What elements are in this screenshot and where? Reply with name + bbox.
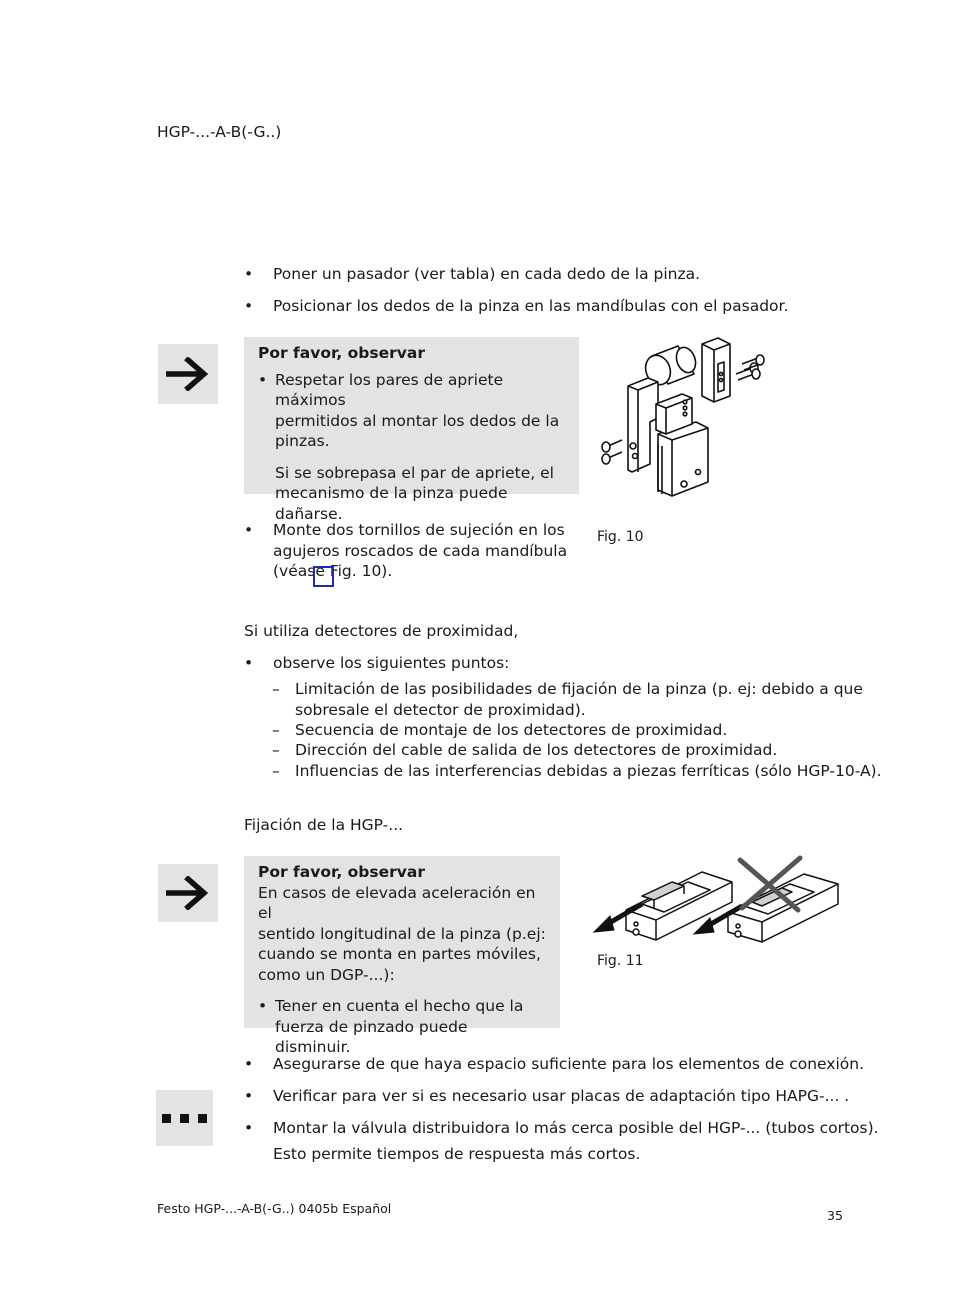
note-item-text bbox=[275, 370, 565, 452]
list-item bbox=[244, 653, 509, 674]
figure-caption: Fig. 11 bbox=[597, 953, 644, 969]
bullet-dot: • bbox=[258, 370, 268, 389]
bullet-dot: • bbox=[244, 265, 254, 283]
cursor-highlight-box[interactable] bbox=[313, 566, 334, 587]
list-item-text: Asegurarse de que haya espacio suficiente para los elementos de conexión. bbox=[273, 1055, 865, 1073]
line: pinzas. bbox=[275, 432, 330, 450]
list-item bbox=[244, 296, 788, 317]
bullet-dot: • bbox=[244, 1087, 254, 1105]
note-item-text bbox=[275, 996, 546, 1058]
list-item-text: Montar la válvula distribuidora lo más cerca posible del HGP-... (tubos cortos). bbox=[273, 1119, 879, 1137]
note-title: Por favor, observar bbox=[258, 344, 425, 362]
line: Respetar los pares de apriete máximos bbox=[275, 370, 504, 409]
dash-item-text bbox=[295, 679, 863, 720]
line: cuando se monta en partes móviles, bbox=[258, 945, 541, 963]
note-box bbox=[244, 856, 560, 1056]
line: agujeros roscados de cada mandíbula bbox=[273, 541, 568, 560]
section-heading: Fijación de la HGP-... bbox=[244, 816, 404, 834]
line: permitidos al montar los dedos de la bbox=[275, 411, 560, 430]
list-item bbox=[244, 1086, 849, 1107]
list-item bbox=[244, 1054, 864, 1075]
line: fuerza de pinzado puede disminuir. bbox=[275, 1017, 468, 1056]
dash-item bbox=[272, 679, 863, 720]
figure-caption: Fig. 10 bbox=[597, 529, 644, 545]
note-item bbox=[258, 370, 565, 452]
dash-item bbox=[272, 740, 777, 761]
note-title: Por favor, observar bbox=[258, 863, 425, 881]
footer-text: Festo HGP-...-A-B(-G..) 0405b Español bbox=[157, 1201, 392, 1216]
line: Limitación de las posibilidades de fijación de la pinza (p. ej: debido a que bbox=[295, 680, 863, 698]
list-item bbox=[244, 1118, 879, 1139]
note-paragraph bbox=[258, 883, 546, 986]
page-number: 35 bbox=[827, 1208, 843, 1223]
line: sentido longitudinal de la pinza (p.ej: bbox=[258, 924, 546, 943]
list-item-continuation: Esto permite tiempos de respuesta más cortos. bbox=[273, 1145, 641, 1163]
list-item-text: observe los siguientes puntos: bbox=[273, 654, 510, 672]
paragraph: Si utiliza detectores de proximidad, bbox=[244, 622, 519, 640]
bullet-dot: • bbox=[244, 1055, 254, 1073]
line: mecanismo de la pinza puede dañarse. bbox=[275, 484, 508, 523]
dash-item-text: Dirección del cable de salida de los detectores de proximidad. bbox=[295, 741, 778, 759]
line: En casos de elevada aceleración en el bbox=[258, 883, 536, 922]
dash-item bbox=[272, 720, 727, 741]
dash-mark: – bbox=[272, 762, 280, 780]
list-item-text: Verificar para ver si es necesario usar placas de adaptación tipo HAPG-... . bbox=[273, 1087, 850, 1105]
note-box bbox=[244, 337, 579, 523]
dash-item bbox=[272, 761, 882, 782]
note-item bbox=[258, 996, 546, 1058]
list-item bbox=[244, 264, 700, 285]
bullet-dot: • bbox=[244, 521, 254, 539]
bullet-dot: • bbox=[244, 654, 254, 672]
arrow-right-icon bbox=[158, 344, 218, 404]
bullet-dot: • bbox=[244, 1119, 254, 1137]
list-item bbox=[244, 520, 567, 582]
line: (véase Fig. 10). bbox=[273, 562, 393, 580]
dash-item-text: Influencias de las interferencias debidas a piezas ferríticas (sólo HGP-10-A). bbox=[295, 762, 882, 780]
list-item-text: Posicionar los dedos de la pinza en las mandíbulas con el pasador. bbox=[273, 297, 789, 315]
note-paragraph bbox=[275, 463, 565, 525]
running-header: HGP-...-A-B(-G..) bbox=[157, 123, 282, 141]
bullet-dot: • bbox=[258, 997, 268, 1015]
gripper-fingers-illustration bbox=[596, 334, 776, 502]
line: como un DGP-...): bbox=[258, 965, 395, 984]
dash-mark: – bbox=[272, 680, 280, 698]
bullet-dot: • bbox=[244, 297, 254, 315]
line: Tener en cuenta el hecho que la bbox=[275, 997, 524, 1015]
dash-mark: – bbox=[272, 721, 280, 739]
dash-mark: – bbox=[272, 741, 280, 759]
line: Monte dos tornillos de sujeción en los bbox=[273, 521, 565, 539]
dash-item-text: Secuencia de montaje de los detectores de proximidad. bbox=[295, 721, 728, 739]
line: sobresale el detector de proximidad). bbox=[295, 700, 586, 719]
mounting-direction-illustration bbox=[592, 852, 842, 952]
line: Si se sobrepasa el par de apriete, el bbox=[275, 463, 554, 482]
list-item-text: Poner un pasador (ver tabla) en cada dedo de la pinza. bbox=[273, 265, 701, 283]
ellipsis-icon bbox=[156, 1090, 213, 1146]
arrow-right-icon bbox=[158, 864, 218, 922]
